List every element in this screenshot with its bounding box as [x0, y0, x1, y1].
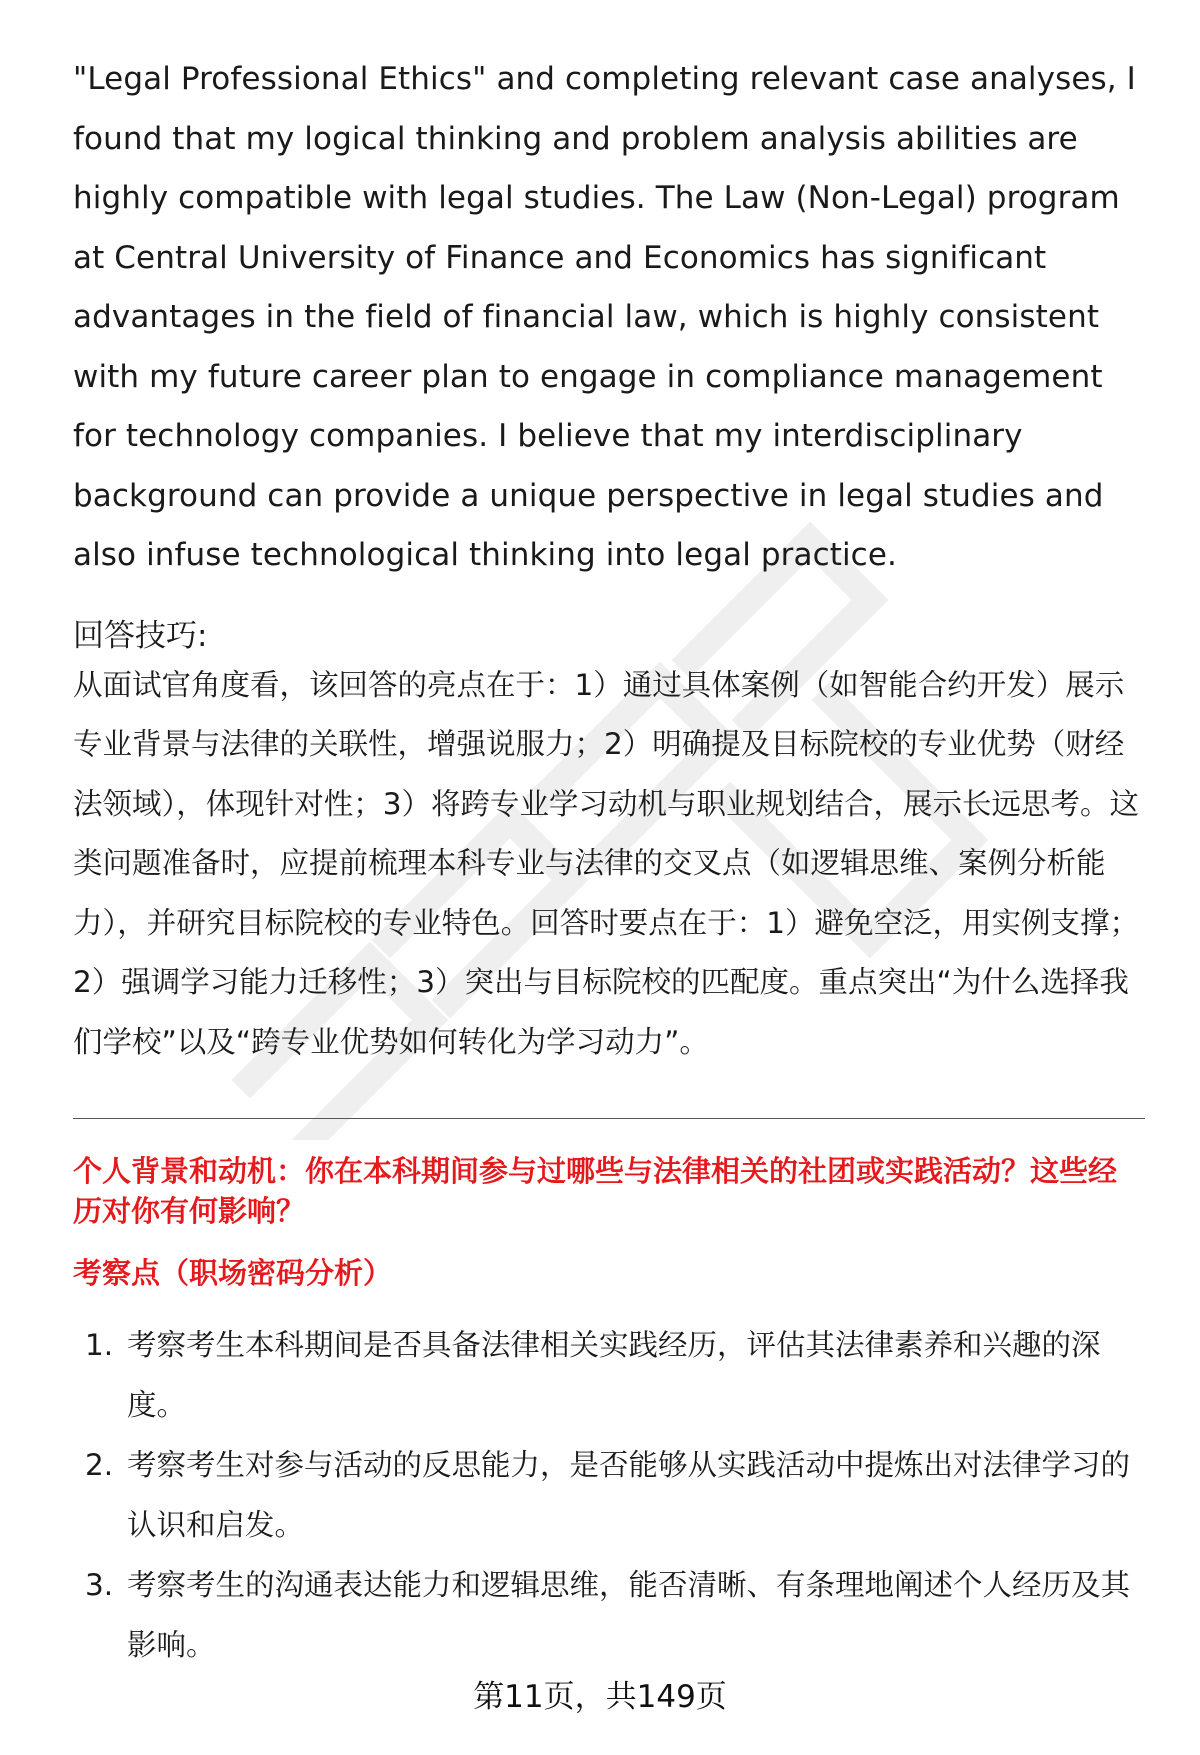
list-item: [73, 1435, 1145, 1555]
english-answer-paragraph: "Legal Professional Ethics" and completing relevant case analyses, I found that my logical thinking and problem analysis abilities are highly compatible with legal studies. The Law (Non-Legal) program at Central University of Finance and Economics has significant advantages in the field of financial law, which is highly consistent with my future career plan to engage in compliance management for technology companies. I believe that my interdisciplinary background can provide a unique perspective in legal studies and also infuse technological thinking into legal practice.: [73, 61, 1136, 573]
section-divider: [73, 1118, 1145, 1119]
assessment-points-title: 考察点（职场密码分析）: [73, 1256, 393, 1290]
page-indicator: 第11页，共149页: [473, 1679, 727, 1715]
list-item: [73, 1555, 1145, 1675]
list-item-number: 1.: [85, 1328, 114, 1362]
page-content: [73, 50, 1145, 1675]
tips-label: 回答技巧:: [73, 617, 208, 654]
tips-body: 从面试官角度看，该回答的亮点在于：1）通过具体案例（如智能合约开发）展示专业背景与法律的关联性，增强说服力；2）明确提及目标院校的专业优势（财经法领域），体现针对性；3）将跨专业学习动机与职业规划结合，展示长远思考。这类问题准备时，应提前梳理本科专业与法律的交叉点（如逻辑思维、案例分析能力），并研究目标院校的专业特色。回答时要点在于：1）避免空泛，用实例支撑；2）强调学习能力迁移性；3）突出与目标院校的匹配度。重点突出“为什么选择我们学校”以及“跨专业优势如何转化为学习动力”。: [73, 667, 1140, 1059]
list-item-text: 考察考生的沟通表达能力和逻辑思维，能否清晰、有条理地阐述个人经历及其影响。: [127, 1568, 1131, 1662]
list-item-text: 考察考生本科期间是否具备法律相关实践经历，评估其法律素养和兴趣的深度。: [127, 1328, 1101, 1422]
list-item-number: 2.: [85, 1448, 114, 1482]
list-item: [73, 1315, 1145, 1435]
list-item-number: 3.: [85, 1568, 114, 1602]
question-heading: 个人背景和动机：你在本科期间参与过哪些与法律相关的社团或实践活动？这些经历对你有何影响？: [73, 1154, 1118, 1228]
assessment-points-list: [73, 1315, 1145, 1675]
list-item-text: 考察考生对参与活动的反思能力，是否能够从实践活动中提炼出对法律学习的认识和启发。: [127, 1448, 1131, 1542]
